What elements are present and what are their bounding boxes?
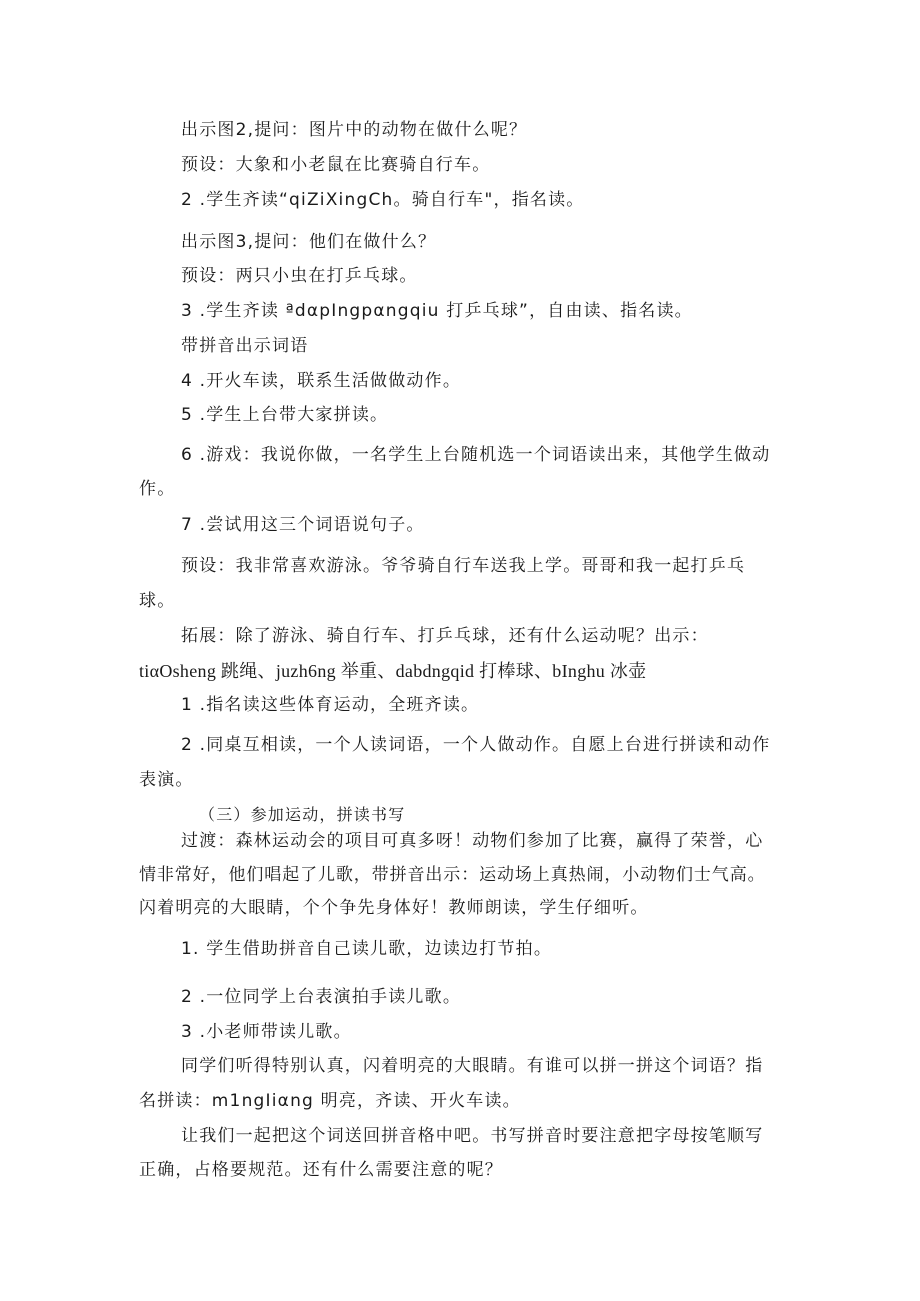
text-line: 带拼音出示词语 xyxy=(181,336,309,356)
text-line: 2 .同桌互相读，一个人读词语，一个人做动作。自愿上台进行拼读和动作 xyxy=(181,735,771,755)
text-line: 球。 xyxy=(139,591,176,611)
text-line: 1 .指名读这些体育运动，全班齐读。 xyxy=(181,695,480,715)
text-line: 过渡：森林运动会的项目可真多呀！动物们参加了比赛，赢得了荣誉，心 xyxy=(181,831,764,851)
text-line: 出示图2,提问：图片中的动物在做什么呢？ xyxy=(181,120,528,140)
text-line: 名拼读：m1ngIiαng 明亮，齐读、开火车读。 xyxy=(139,1091,521,1111)
text-line: 1. 学生借助拼音自己读儿歌，边读边打节拍。 xyxy=(181,939,553,959)
text-line: 让我们一起把这个词送回拼音格中吧。书写拼音时要注意把字母按笔顺写 xyxy=(181,1126,764,1146)
text-line: 2 .一位同学上台表演拍手读儿歌。 xyxy=(181,987,462,1007)
text-line: 预设：大象和小老鼠在比赛骑自行车。 xyxy=(181,155,491,175)
text-line: 闪着明亮的大眼睛，个个争先身体好！教师朗读，学生仔细听。 xyxy=(139,898,649,918)
text-line: 正确，占格要规范。还有什么需要注意的呢？ xyxy=(139,1160,503,1180)
text-line: 6 .游戏：我说你做，一名学生上台随机选一个词语读出来，其他学生做动 xyxy=(181,445,771,465)
text-line: 作。 xyxy=(139,479,176,499)
text-line: 表演。 xyxy=(139,770,194,790)
section-heading: （三）参加运动，拼读书写 xyxy=(199,805,406,824)
text-line: 拓展：除了游泳、骑自行车、打乒乓球，还有什么运动呢？出示： xyxy=(181,626,709,646)
text-line: 2 .学生齐读“qiZiXingCh。骑自行车"，指名读。 xyxy=(181,190,585,210)
text-line: tiαOsheng 跳绳、juzh6ng 举重、dabdngqid 打棒球、bInghu 冰壶 xyxy=(139,661,647,681)
text-line: 3 .学生齐读 ªdαpIngpαngqiu 打乒乓球”，自由读、指名读。 xyxy=(181,301,693,321)
text-line: 预设：我非常喜欢游泳。爷爷骑自行车送我上学。哥哥和我一起打乒乓 xyxy=(181,556,746,576)
text-line: 3 .小老师带读儿歌。 xyxy=(181,1022,352,1042)
text-line: 同学们听得特别认真，闪着明亮的大眼睛。有谁可以拼一拼这个词语？指 xyxy=(181,1056,764,1076)
text-line: 情非常好，他们唱起了儿歌，带拼音出示：运动场上真热闹，小动物们士气高。 xyxy=(139,865,766,885)
text-line: 4 .开火车读，联系生活做做动作。 xyxy=(181,371,462,391)
text-line: 预设：两只小虫在打乒乓球。 xyxy=(181,266,418,286)
text-line: 出示图3,提问：他们在做什么？ xyxy=(181,232,437,252)
text-line: 7 .尝试用这三个词语说句子。 xyxy=(181,515,425,535)
text-line: 5 .学生上台带大家拼读。 xyxy=(181,405,389,425)
